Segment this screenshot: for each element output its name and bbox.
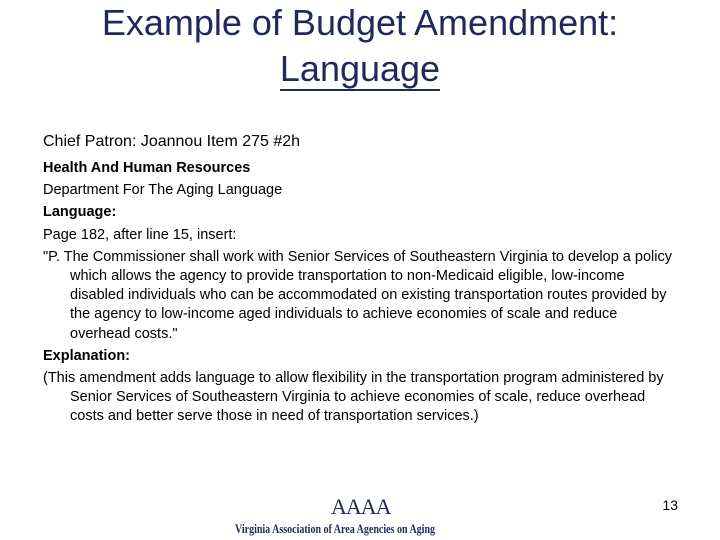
language-text: "P. The Commissioner shall work with Senior Services of Southeastern Virginia to develop a policy which allows the agency to provide transportation to non-Medicaid eligible, low-income disabled individuals who can be accommodated on existing transportation routes provided by the agency to low-income aged individuals to achieve economies of scale and reduce overhead costs.": [43, 248, 672, 342]
amendment-body: [43, 132, 673, 427]
slide-title: [0, 0, 720, 92]
insert-location: Page 182, after line 15, insert:: [43, 226, 237, 243]
department-line: Department For The Aging Language: [43, 182, 283, 199]
logo-mark: AAAA: [331, 494, 391, 519]
slide-title-line2: Language: [279, 48, 441, 89]
organization-logo: [235, 494, 485, 540]
explanation-text: (This amendment adds language to allow flexibility in the transportation program administered by Senior Services of Southeastern Virginia to achieve economies of scale, reduce overhead costs and better serve those in need of transportation services.): [43, 370, 664, 425]
organization-name: Virginia Association of Area Agencies on Aging: [235, 522, 436, 536]
chief-patron: Chief Patron: Joannou Item 275 #2h: [43, 133, 301, 150]
page-number: 13: [662, 497, 678, 513]
section-heading: Health And Human Resources: [43, 160, 251, 176]
explanation-label: Explanation:: [43, 347, 131, 364]
slide-title-line1: Example of Budget Amendment:: [101, 2, 619, 43]
language-label: Language:: [43, 204, 117, 221]
